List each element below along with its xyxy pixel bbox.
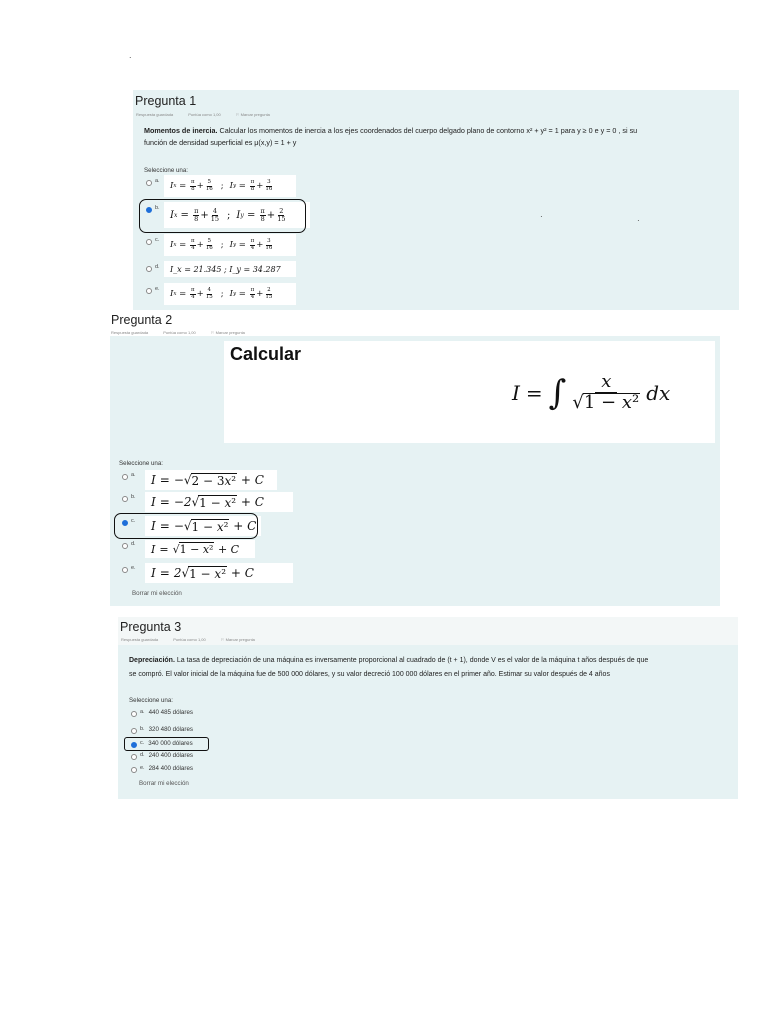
option-d-formula[interactable] <box>164 261 296 277</box>
option-a[interactable] <box>146 178 160 186</box>
option-text: 240 400 dólares <box>148 752 193 759</box>
option-text: 284 400 dólares <box>148 765 193 772</box>
status-text: Respuesta guardada <box>136 112 174 117</box>
question-3-meta <box>121 637 269 642</box>
question-2-title: Pregunta 2 <box>111 313 173 327</box>
option-a[interactable] <box>131 709 193 717</box>
option-e-formula[interactable]: I = 2√ 1 − x² + C <box>145 563 293 583</box>
option-letter: c. <box>155 237 160 243</box>
integral-formula: I = ∫ $\frac{x}{\text{√1 − x²}}$ dx <box>512 371 671 413</box>
stray-mark: · <box>637 216 640 225</box>
option-text: 340 000 dólares <box>148 740 193 747</box>
stem-bold: Momentos de inercia. <box>144 126 218 135</box>
option-letter: b. <box>140 726 145 732</box>
select-label: Seleccione una: <box>144 167 189 174</box>
radio-button[interactable] <box>131 754 137 760</box>
option-e[interactable] <box>122 565 136 573</box>
option-text: 320 480 dólares <box>148 726 193 733</box>
radio-button[interactable] <box>131 711 137 717</box>
option-b-formula[interactable]: I x = $\frac{\pi}{8}$ + $\frac{4}{15}$ ; I y = $\frac{\pi}{8}$ + $\frac{2}{15}$ <box>164 202 310 228</box>
option-letter: d. <box>140 752 145 758</box>
option-letter: a. <box>140 709 145 715</box>
radio-button[interactable] <box>122 474 128 480</box>
question-1-stem <box>144 125 734 148</box>
option-letter: a. <box>155 178 160 184</box>
option-d-text: I_x = 21.345 ; I_y = 34.287 <box>170 264 281 274</box>
question-3-stem <box>129 654 733 682</box>
radio-button[interactable] <box>131 767 137 773</box>
radio-button[interactable] <box>122 567 128 573</box>
option-d[interactable] <box>122 541 136 549</box>
option-letter: d. <box>131 541 136 547</box>
option-letter: b. <box>155 205 160 211</box>
option-text: 440 485 dólares <box>148 709 193 716</box>
question-2-banner <box>224 341 715 443</box>
flag-question-link[interactable]: ⚐ Marcar pregunta <box>235 112 270 117</box>
option-a[interactable] <box>122 472 136 480</box>
option-letter: c. <box>140 740 145 746</box>
stray-mark: · <box>540 212 543 221</box>
question-2-meta <box>111 330 259 335</box>
option-b-formula[interactable]: I = −2√ 1 − x² + C <box>145 492 293 512</box>
stem-line-2: se compró. El valor inicial de la máquina fue de 500 000 dólares, y su valor decreció 100 000 dólares en el primer año. Estimar su valor después de 4 años <box>129 671 610 678</box>
stem-line-1: Calcular los momentos de inercia a los ejes coordenados del cuerpo delgado plano de contorno x² + y² = 1 para y ≥ 0 e y = 0 , si su <box>219 126 638 135</box>
clear-choice-link[interactable]: Borrar mi elección <box>132 590 182 597</box>
question-1-title: Pregunta 1 <box>135 94 197 108</box>
banner-heading: Calcular <box>230 344 302 364</box>
option-letter: c. <box>131 518 136 524</box>
option-e-formula[interactable]: I x = $\frac{\pi}{4}$ + $\frac{4}{15}$ ; I y = $\frac{\pi}{4}$ + $\frac{2}{15}$ <box>164 283 296 305</box>
option-letter: d. <box>155 264 160 270</box>
score-text: Puntúa como 1,00 <box>188 112 221 117</box>
page-mark: . <box>129 50 132 60</box>
radio-button[interactable] <box>122 543 128 549</box>
option-b[interactable] <box>131 726 193 734</box>
option-letter: a. <box>131 472 136 478</box>
clear-choice-link[interactable]: Borrar mi elección <box>139 780 189 787</box>
flag-question-link[interactable]: ⚐ Marcar pregunta <box>220 637 255 642</box>
option-letter: e. <box>131 565 136 571</box>
selected-answer-circle <box>139 199 306 233</box>
flag-question-link[interactable]: ⚐ Marcar pregunta <box>210 330 245 335</box>
stem-line-2: función de densidad superficial es μ(x,y) = 1 + y <box>144 137 297 147</box>
option-e[interactable] <box>146 286 160 294</box>
option-c[interactable] <box>146 237 159 245</box>
status-text: Respuesta guardada <box>121 637 159 642</box>
option-b[interactable] <box>122 494 136 502</box>
select-label: Seleccione una: <box>119 460 164 467</box>
radio-button[interactable] <box>146 266 152 272</box>
radio-button[interactable] <box>146 288 152 294</box>
option-c-formula[interactable]: I x = $\frac{\pi}{4}$ + $\frac{5}{16}$ ; I y = $\frac{\pi}{4}$ + $\frac{3}{16}$ <box>164 234 296 256</box>
stem-line-1: La tasa de depreciación de una máquina es inversamente proporcional al cuadrado de (t + 1), donde V es el valor de la máquina t años después de que <box>176 657 649 664</box>
radio-button[interactable] <box>146 239 152 245</box>
radio-button[interactable] <box>146 180 152 186</box>
option-letter: e. <box>155 286 160 292</box>
radio-button[interactable] <box>122 496 128 502</box>
option-d-formula[interactable]: I = √ 1 − x² + C <box>145 540 255 558</box>
option-d[interactable] <box>146 264 160 272</box>
stem-bold: Depreciación. <box>129 657 175 664</box>
status-text: Respuesta guardada <box>111 330 149 335</box>
option-letter: e. <box>140 765 145 771</box>
score-text: Puntúa como 1,00 <box>163 330 196 335</box>
score-text: Puntúa como 1,00 <box>173 637 206 642</box>
option-letter: b. <box>131 494 136 500</box>
option-a-formula[interactable]: I x = $\frac{\pi}{8}$ + $\frac{5}{16}$ ; I y = $\frac{\pi}{8}$ + $\frac{3}{16}$ <box>164 175 296 197</box>
selected-answer-circle <box>114 513 258 539</box>
option-c-formula[interactable]: I = −√ 1 − x² + C <box>145 516 261 536</box>
option-e[interactable] <box>131 765 193 773</box>
question-3-title: Pregunta 3 <box>120 620 182 634</box>
radio-button[interactable] <box>131 728 137 734</box>
option-d[interactable] <box>131 752 193 760</box>
selected-answer-circle <box>124 737 209 751</box>
question-1-meta <box>136 112 284 117</box>
option-a-formula[interactable]: I = −√ 2 − 3x² + C <box>145 470 277 490</box>
select-label: Seleccione una: <box>129 697 174 704</box>
